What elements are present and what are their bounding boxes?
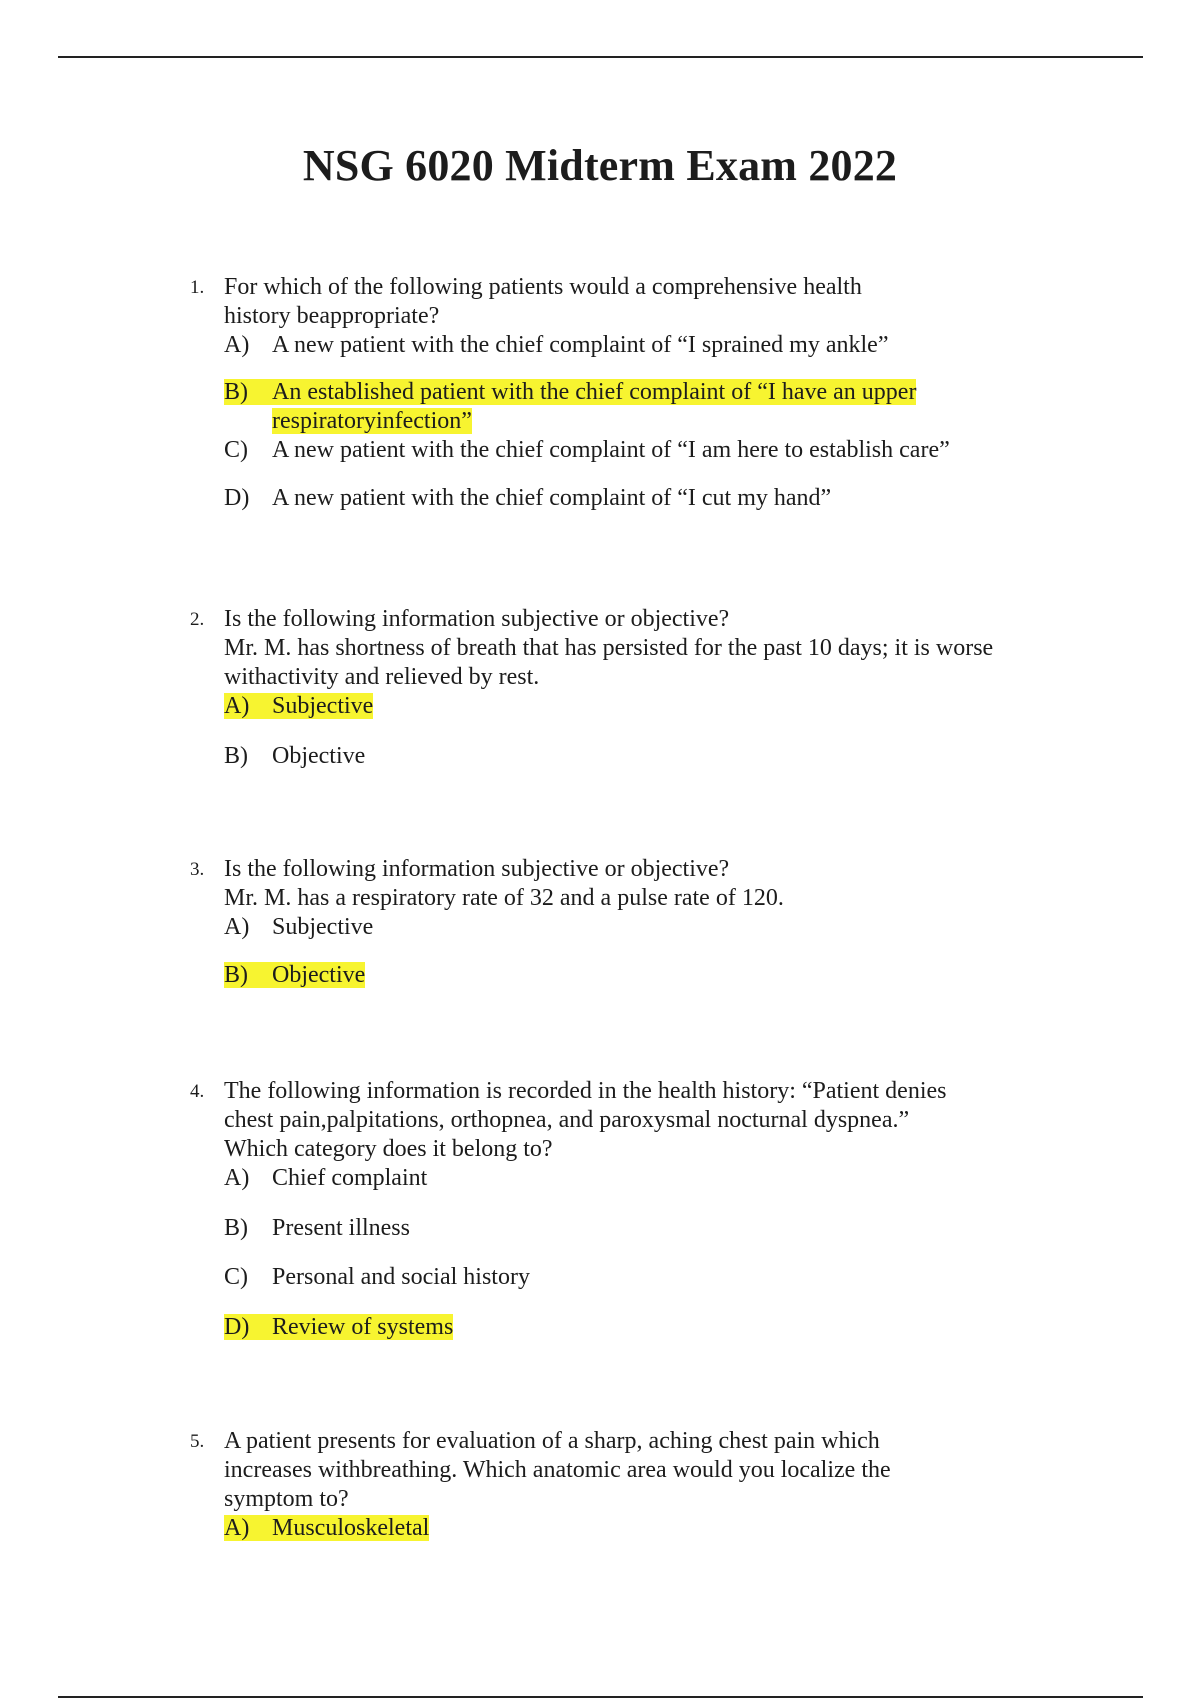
question-number: 1. bbox=[190, 277, 205, 298]
option-d-correct: D) Review of systems bbox=[224, 1314, 454, 1340]
question-4 bbox=[190, 1077, 1090, 1342]
bottom-rule bbox=[58, 1696, 1143, 1698]
question-number: 2. bbox=[190, 609, 205, 630]
option-c: C) A new patient with the chief complaint of “I am here to establish care” bbox=[224, 437, 950, 463]
question-stem-line: symptom to? bbox=[224, 1486, 349, 1512]
question-stem-line: A patient presents for evaluation of a sharp, aching chest pain which bbox=[224, 1428, 880, 1454]
top-rule bbox=[58, 56, 1143, 58]
option-b-correct: B) Objective bbox=[224, 962, 366, 988]
question-stem-line: increases withbreathing. Which anatomic area would you localize the bbox=[224, 1457, 891, 1483]
question-stem-line: Is the following information subjective or objective? bbox=[224, 606, 730, 632]
option-b: B) Objective bbox=[224, 743, 366, 769]
question-stem-line: Mr. M. has shortness of breath that has persisted for the past 10 days; it is worse bbox=[224, 635, 994, 661]
question-number: 5. bbox=[190, 1431, 205, 1452]
question-number: 3. bbox=[190, 859, 205, 880]
option-b-continued: respiratoryinfection” bbox=[272, 408, 472, 434]
option-a-correct: A) Musculoskeletal bbox=[224, 1515, 430, 1541]
option-a: A) Chief complaint bbox=[224, 1165, 428, 1191]
question-stem-line: Which category does it belong to? bbox=[224, 1136, 553, 1162]
question-stem-line: Is the following information subjective or objective? bbox=[224, 856, 730, 882]
option-a: A) Subjective bbox=[224, 914, 374, 940]
question-stem-line: chest pain,palpitations, orthopnea, and paroxysmal nocturnal dyspnea.” bbox=[224, 1107, 910, 1133]
option-c: C) Personal and social history bbox=[224, 1264, 530, 1290]
question-2 bbox=[190, 605, 1090, 771]
question-5 bbox=[190, 1427, 1090, 1543]
question-3 bbox=[190, 855, 1090, 990]
option-a-correct: A) Subjective bbox=[224, 693, 374, 719]
question-stem-line: Mr. M. has a respiratory rate of 32 and a pulse rate of 120. bbox=[224, 885, 784, 911]
question-number: 4. bbox=[190, 1081, 205, 1102]
question-stem-line: For which of the following patients would a comprehensive health bbox=[224, 274, 862, 300]
option-b: B) Present illness bbox=[224, 1215, 410, 1241]
page-title: NSG 6020 Midterm Exam 2022 bbox=[302, 141, 898, 190]
question-stem-line: withactivity and relieved by rest. bbox=[224, 664, 540, 690]
question-stem-line: history beappropriate? bbox=[224, 303, 440, 329]
question-stem-line: The following information is recorded in the health history: “Patient denies bbox=[224, 1078, 947, 1104]
option-a: A) A new patient with the chief complaint of “I sprained my ankle” bbox=[224, 332, 889, 358]
option-d: D) A new patient with the chief complaint of “I cut my hand” bbox=[224, 485, 832, 511]
question-1 bbox=[190, 273, 1090, 513]
option-b-correct: B) An established patient with the chief complaint of “I have an upper bbox=[224, 379, 917, 405]
